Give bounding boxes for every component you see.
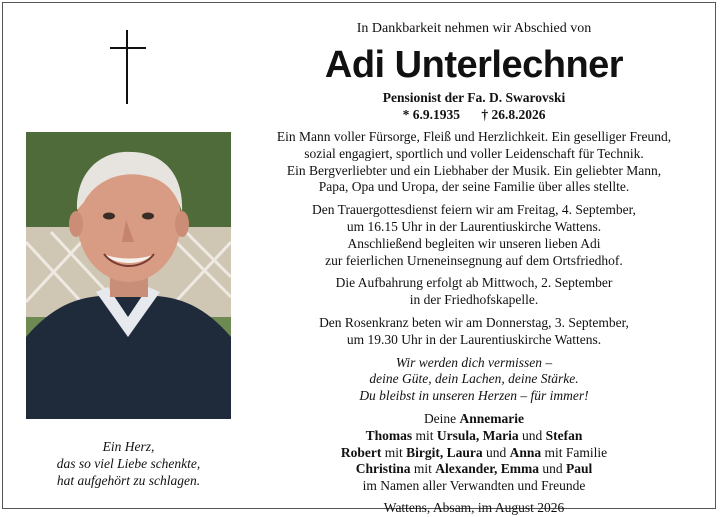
tribute-line: Papa, Opa und Uropa, der seine Familie über alles stellte. — [318, 179, 630, 195]
viewing-line: in der Friedhofskapelle. — [409, 292, 539, 308]
service-line: Anschließend begleiten wir unseren lieben Adi — [347, 235, 601, 251]
service-line: zur feierlichen Urneneinsegnung auf dem Ortsfriedhof. — [325, 252, 623, 268]
place-date: Wattens, Absam, im August 2026 — [383, 499, 565, 515]
service-paragraph — [252, 202, 696, 269]
life-dates — [252, 106, 696, 123]
rosary-paragraph — [252, 315, 696, 349]
occupation: Pensionist der Fa. D. Swarovski — [382, 90, 566, 105]
poem-line: deine Güte, dein Lachen, deine Stärke. — [369, 371, 579, 387]
family-line: im Namen aller Verwandten und Freunde — [362, 478, 586, 494]
intro-line: In Dankbarkeit nehmen wir Abschied von — [356, 21, 592, 36]
tribute-line: Ein Bergverliebter und ein Liebhaber der Musik. Ein geliebter Mann, — [286, 162, 662, 178]
service-line: Den Trauergottesdienst feiern wir am Freitag, 4. September, — [312, 202, 636, 218]
family-paragraph — [252, 411, 696, 495]
tribute-line: sozial engagiert, sportlich und voller Leidenschaft für Technik. — [304, 145, 644, 161]
tribute-paragraph — [252, 129, 696, 196]
tribute-line: Ein Mann voller Fürsorge, Fleiß und Herzlichkeit. Ein geselliger Freund, — [276, 129, 672, 144]
cross-icon — [110, 30, 146, 104]
birth-date: * 6.9.1935 — [402, 107, 460, 122]
notice-text — [252, 20, 696, 517]
poem-line: Wir werden dich vermissen – — [395, 354, 553, 370]
death-date: † 26.8.2026 — [481, 107, 546, 122]
rosary-line: Den Rosenkranz beten wir am Donnerstag, 3. September, — [319, 314, 629, 330]
poem-line: Du bleibst in unseren Herzen – für immer! — [359, 388, 589, 404]
family-line: Thomas mit Ursula, Maria und Stefan — [365, 427, 583, 443]
family-name: Annemarie — [459, 410, 525, 426]
family-line: Deine Annemarie — [423, 410, 525, 426]
quote-block — [26, 438, 231, 489]
viewing-paragraph — [252, 275, 696, 309]
quote-line: Ein Herz, — [102, 439, 155, 454]
viewing-line: Die Aufbahrung erfolgt ab Mittwoch, 2. September — [335, 275, 613, 291]
rosary-line: um 19.30 Uhr in der Laurentiuskirche Wattens. — [346, 331, 602, 347]
quote-line: das so viel Liebe schenkte, — [56, 456, 201, 471]
portrait-photo — [26, 132, 231, 419]
quote-line: hat aufgehört zu schlagen. — [56, 473, 201, 488]
poem-paragraph — [252, 355, 696, 405]
service-line: um 16.15 Uhr in der Laurentiuskirche Wattens. — [346, 218, 602, 234]
family-line: Robert mit Birgit, Laura und Anna mit Familie — [340, 444, 608, 460]
family-line: Christina mit Alexander, Emma und Paul — [355, 461, 593, 477]
deceased-name: Adi Unterlechner — [324, 44, 624, 86]
